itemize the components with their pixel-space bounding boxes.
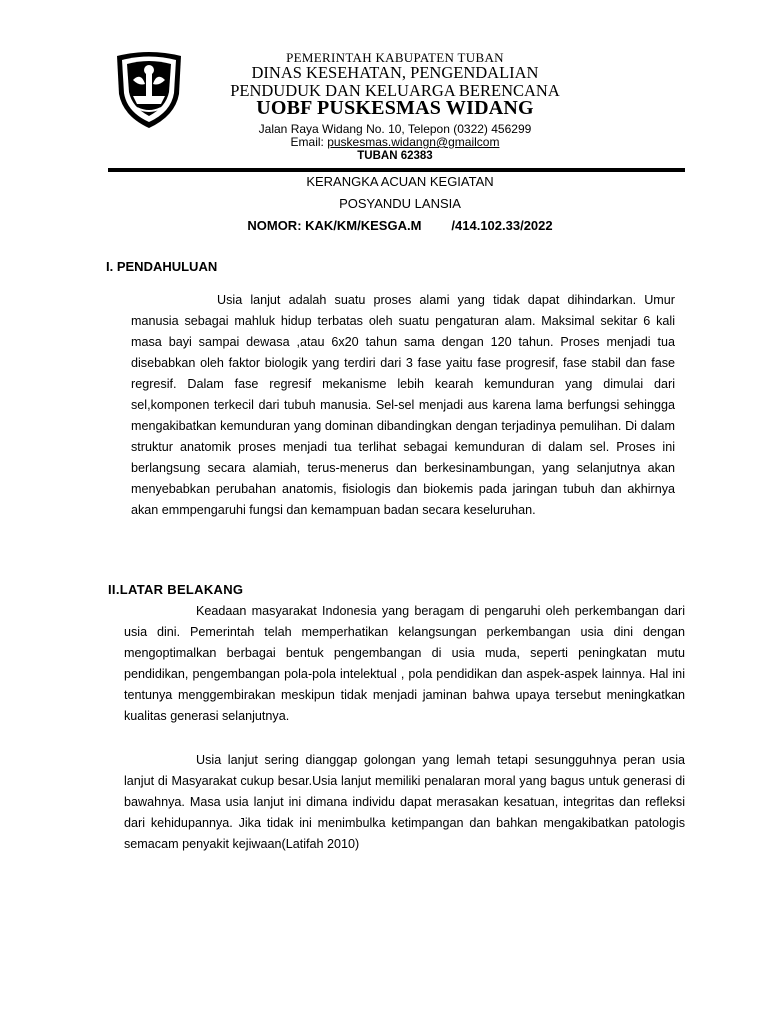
paragraph-latar-belakang-1: Keadaan masyarakat Indonesia yang beragam di pengaruhi oleh perkembangan dari usia dini. Pemerintah telah memperhatikan kelangsungan perkembangan usia dini dengan mengoptimalkan berbagai bentuk pengembangan di usia muda, seperti peningkatan mutu pendidikan, pengembangan pola-pola intelektual , pola pendidikan dan aspek-aspek lainnya. Hal ini tentunya menggembirakan meskipun tidak menjadi jaminan bahwa upaya tersebut meningkatkan kualitas generasi selanjutnya. [124, 604, 685, 723]
email-label: Email: [290, 135, 328, 149]
email-link[interactable]: puskesmas.widangn@gmailcom [327, 135, 500, 149]
letterhead-email-line [190, 135, 600, 149]
regency-coat-of-arms-icon [115, 50, 183, 130]
document-number [100, 218, 700, 233]
document-subtitle: POSYANDU LANSIA [339, 196, 461, 211]
section-heading-pendahuluan: I. PENDAHULUAN [106, 259, 218, 274]
letterhead-divider [108, 168, 685, 172]
section-heading-latar-belakang: II.LATAR BELAKANG [108, 582, 244, 597]
letterhead-agency-line2: PENDUDUK DAN KELUARGA BERENCANA [230, 81, 560, 100]
document-title: KERANGKA ACUAN KEGIATAN [306, 174, 494, 189]
document-number-prefix: NOMOR: KAK/KM/KESGA.M [247, 218, 422, 233]
letterhead-unit: UOBF PUSKESMAS WIDANG [256, 97, 534, 119]
letterhead-city: TUBAN 62383 [357, 150, 433, 162]
letterhead-government: PEMERINTAH KABUPATEN TUBAN [286, 50, 504, 65]
letterhead-address: Jalan Raya Widang No. 10, Telepon (0322) 456299 [258, 122, 532, 136]
paragraph-pendahuluan: Usia lanjut adalah suatu proses alami yang tidak dapat dihindarkan. Umur manusia sebagai mahluk hidup terbatas oleh suatu pengaturan alam. Maksimal sekitar 6 kali masa bayi sampai dewasa ,atau 6x20 tahun sama dengan 120 tahun. Proses menjadi tua disebabkan oleh faktor biologik yang terdiri dari 3 fase yaitu fase progresif, fase stabil dan fase regresif. Dalam fase regresif mekanisme lebih kearah kemunduran yang dimulai dari sel,komponen terkecil dari tubuh manusia. Sel-sel menjadi aus karena lama berfungsi sehingga mengakibatkan kemunduran yang dominan dibandingkan dengan terjadinya pemulihan. Di dalam struktur anatomik proses menjadi tua terlihat sebagai kemunduran di dalam sel. Proses ini berlangsung secara alamiah, terus-menerus dan berkesinambungan, yang selanjutnya akan menyebabkan perubahan anatomis, fisiologis dan biokemis pada jaringan tubuh dan akhirnya akan emmpengaruhi fungsi dan kemampuan badan secara keseluruhan. [131, 293, 675, 517]
paragraph-latar-belakang-2: Usia lanjut sering dianggap golongan yang lemah tetapi sesungguhnya peran usia lanjut di Masyarakat cukup besar.Usia lanjut memiliki penalaran moral yang bagus untuk generasi di bawahnya. Masa usia lanjut ini dimana individu dapat merasakan kesatuan, integritas dan refleksi dari kehidupannya. Jika tidak ini menimbulka ketimpangan dan bahkan mengakibatkan patologis semacam penyakit kejiwaan(Latifah 2010) [124, 753, 685, 851]
document-number-suffix: /414.102.33/2022 [451, 218, 553, 233]
letterhead-agency-line1: DINAS KESEHATAN, PENGENDALIAN [251, 63, 539, 82]
